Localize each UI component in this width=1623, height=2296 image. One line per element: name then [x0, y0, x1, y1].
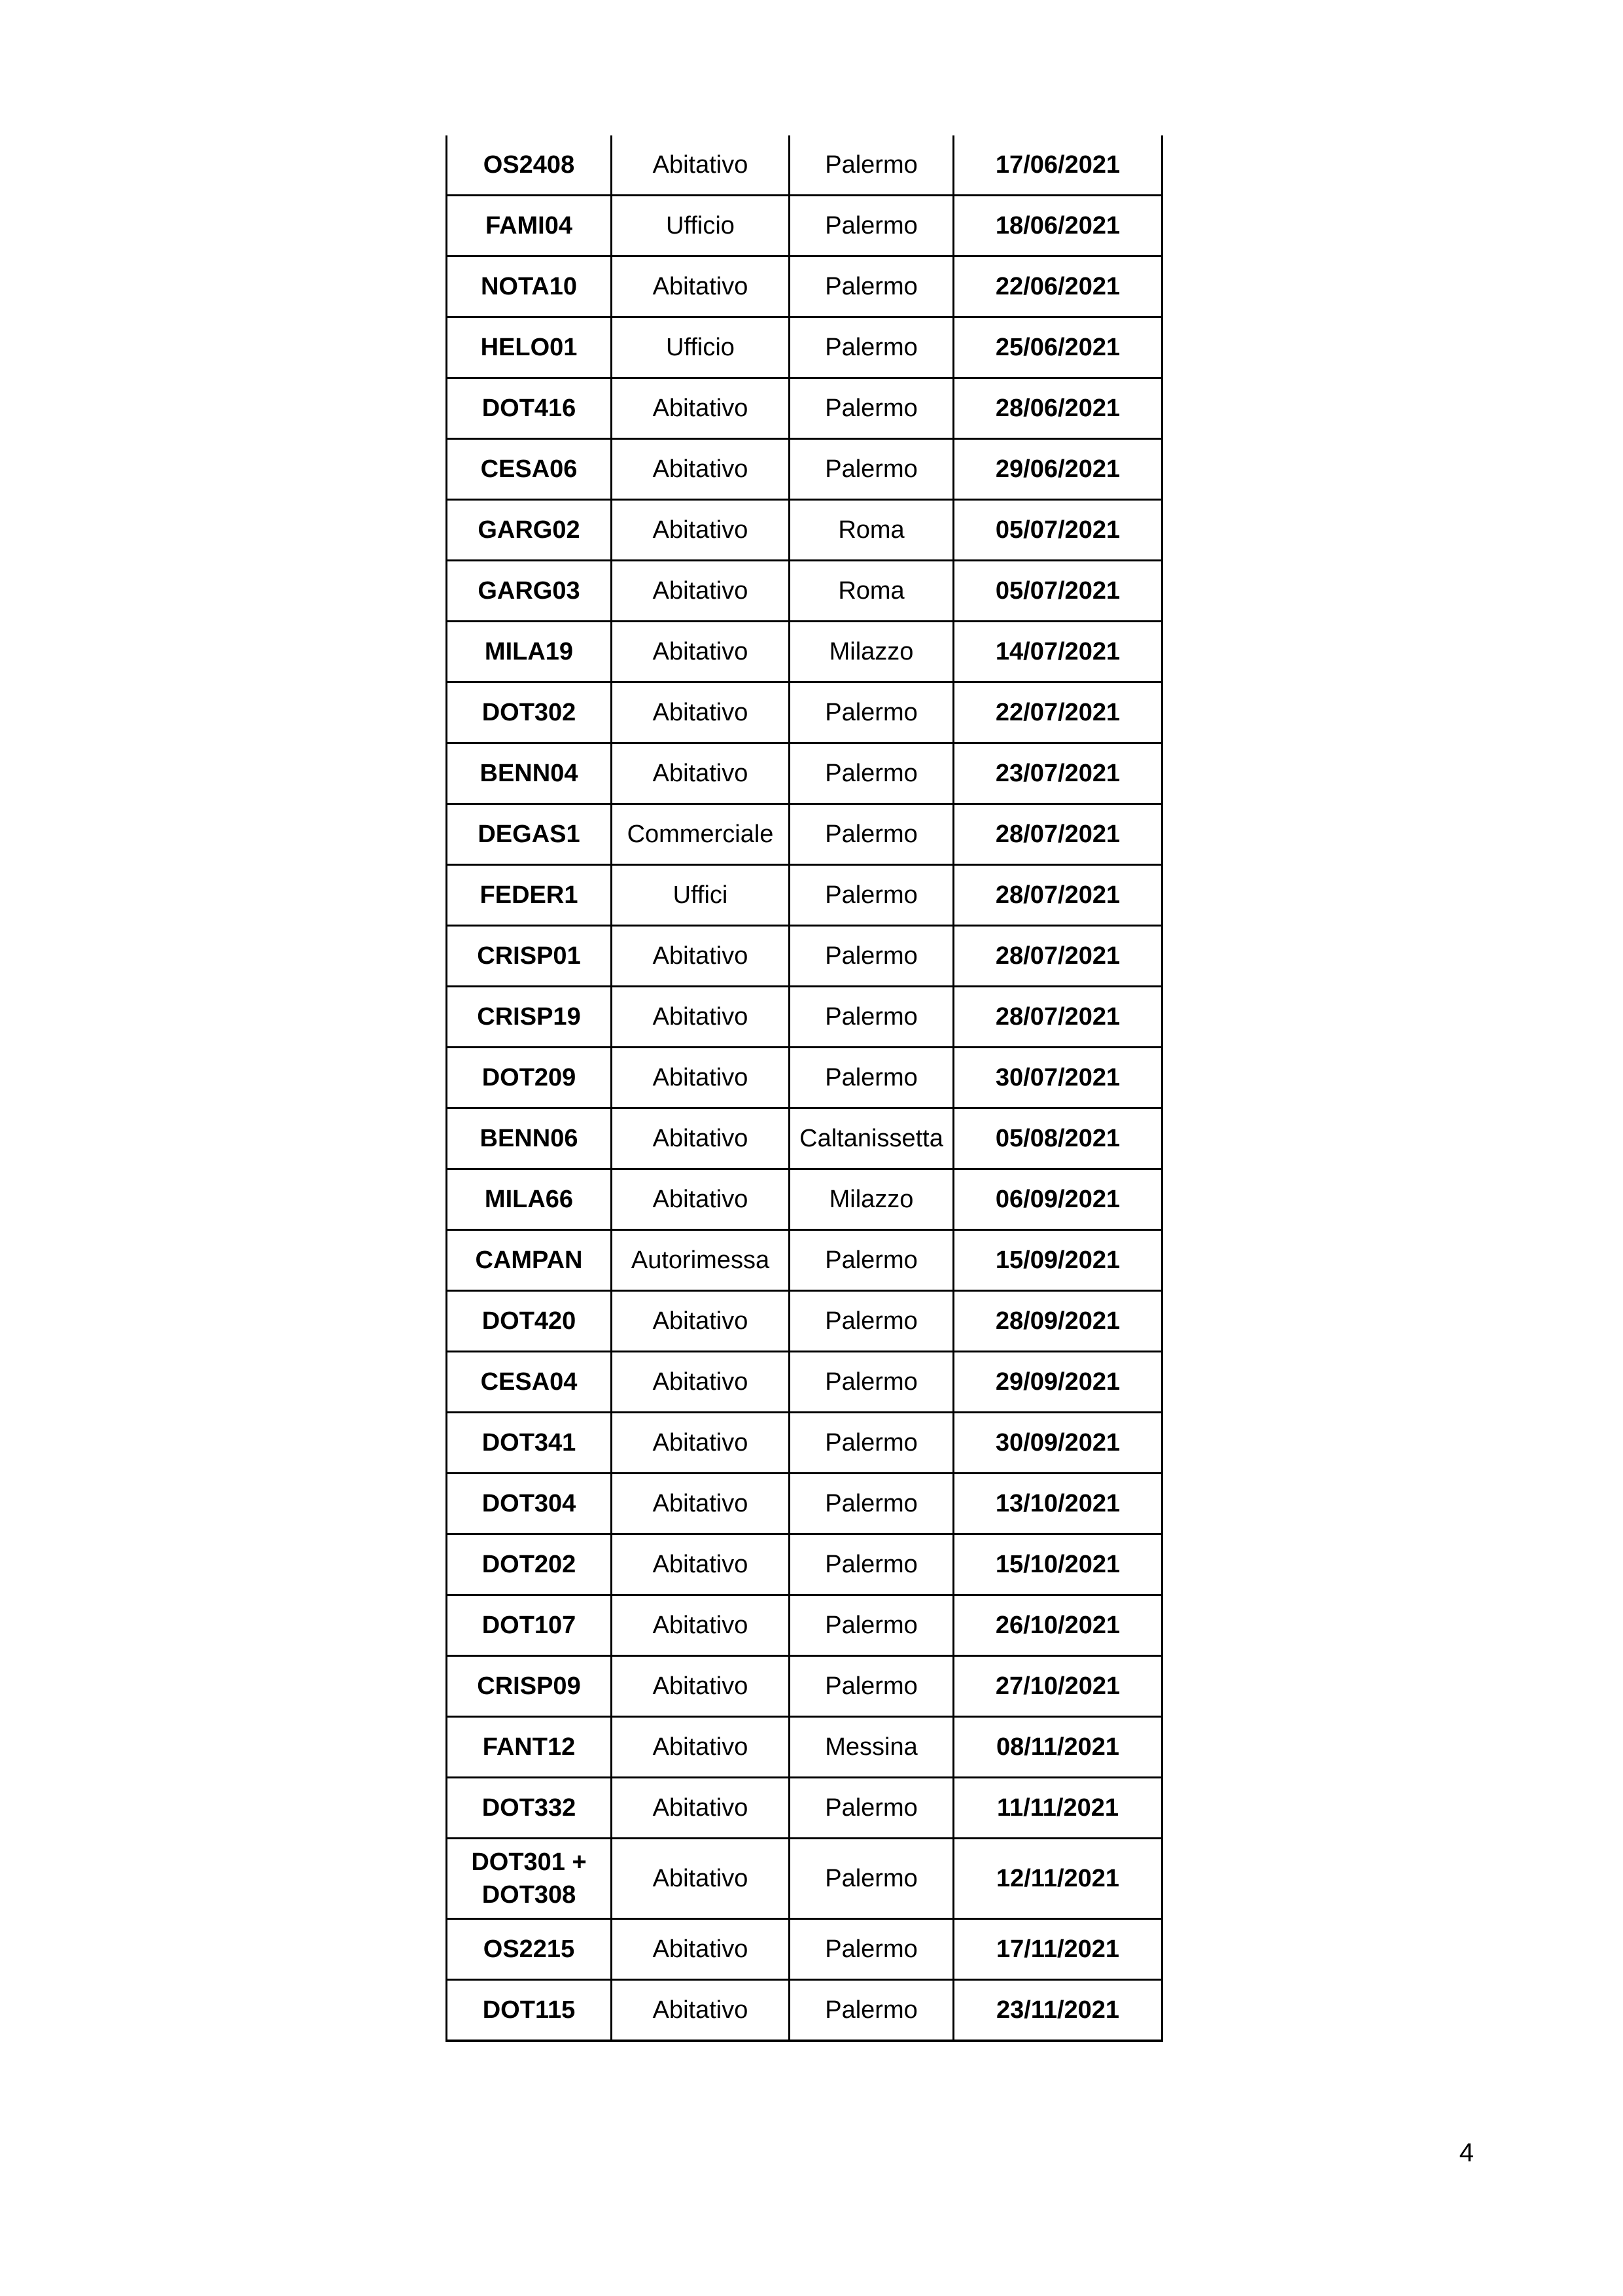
- cell-city: Caltanissetta: [790, 1108, 954, 1169]
- cell-code: DOT107: [447, 1595, 612, 1656]
- cell-code: OS2215: [447, 1919, 612, 1980]
- cell-city: Palermo: [790, 1413, 954, 1474]
- cell-date: 05/08/2021: [954, 1108, 1162, 1169]
- table-row: [447, 439, 1162, 500]
- cell-code: FEDER1: [447, 865, 612, 926]
- cell-city: Palermo: [790, 378, 954, 439]
- cell-city: Milazzo: [790, 1169, 954, 1230]
- cell-type: Ufficio: [612, 317, 790, 378]
- table-row: [447, 1169, 1162, 1230]
- table-row: [447, 1919, 1162, 1980]
- cell-code: DOT202: [447, 1534, 612, 1595]
- cell-code: FANT12: [447, 1717, 612, 1778]
- cell-date: 15/09/2021: [954, 1230, 1162, 1291]
- page-number: 4: [1459, 2138, 1474, 2167]
- cell-type: Abitativo: [612, 1656, 790, 1717]
- cell-code: DOT332: [447, 1778, 612, 1839]
- cell-date: 13/10/2021: [954, 1474, 1162, 1534]
- cell-type: Commerciale: [612, 804, 790, 865]
- cell-city: Palermo: [790, 1291, 954, 1352]
- table-row: [447, 196, 1162, 256]
- cell-code: DOT301 + DOT308: [447, 1839, 612, 1919]
- cell-type: Abitativo: [612, 1291, 790, 1352]
- cell-city: Palermo: [790, 196, 954, 256]
- cell-city: Palermo: [790, 1980, 954, 2041]
- cell-date: 17/06/2021: [954, 135, 1162, 196]
- table-row: [447, 622, 1162, 682]
- cell-city: Palermo: [790, 1778, 954, 1839]
- cell-city: Palermo: [790, 1048, 954, 1108]
- cell-type: Abitativo: [612, 256, 790, 317]
- cell-type: Autorimessa: [612, 1230, 790, 1291]
- cell-date: 28/07/2021: [954, 865, 1162, 926]
- cell-code: HELO01: [447, 317, 612, 378]
- cell-date: 18/06/2021: [954, 196, 1162, 256]
- cell-type: Abitativo: [612, 135, 790, 196]
- cell-code: CRISP09: [447, 1656, 612, 1717]
- cell-city: Palermo: [790, 135, 954, 196]
- table-row: [447, 135, 1162, 196]
- cell-code: DOT209: [447, 1048, 612, 1108]
- cell-code: DOT341: [447, 1413, 612, 1474]
- cell-date: 28/07/2021: [954, 926, 1162, 987]
- cell-type: Abitativo: [612, 1980, 790, 2041]
- cell-code: DOT304: [447, 1474, 612, 1534]
- table-row: [447, 804, 1162, 865]
- cell-code: CESA04: [447, 1352, 612, 1413]
- cell-code: DOT302: [447, 682, 612, 743]
- cell-type: Abitativo: [612, 1595, 790, 1656]
- cell-city: Palermo: [790, 1919, 954, 1980]
- cell-type: Abitativo: [612, 1169, 790, 1230]
- cell-date: 26/10/2021: [954, 1595, 1162, 1656]
- cell-code: OS2408: [447, 135, 612, 196]
- table-row: [447, 256, 1162, 317]
- cell-city: Milazzo: [790, 622, 954, 682]
- property-table-body: [447, 135, 1162, 2041]
- cell-date: 11/11/2021: [954, 1778, 1162, 1839]
- cell-date: 05/07/2021: [954, 500, 1162, 561]
- cell-code: CRISP01: [447, 926, 612, 987]
- cell-type: Abitativo: [612, 439, 790, 500]
- cell-date: 23/11/2021: [954, 1980, 1162, 2041]
- table-row: [447, 1839, 1162, 1919]
- cell-date: 22/07/2021: [954, 682, 1162, 743]
- cell-type: Abitativo: [612, 1778, 790, 1839]
- cell-date: 08/11/2021: [954, 1717, 1162, 1778]
- table-row: [447, 1980, 1162, 2041]
- cell-type: Abitativo: [612, 1352, 790, 1413]
- cell-type: Abitativo: [612, 1534, 790, 1595]
- table-row: [447, 1474, 1162, 1534]
- cell-city: Palermo: [790, 317, 954, 378]
- cell-type: Ufficio: [612, 196, 790, 256]
- cell-code: MILA66: [447, 1169, 612, 1230]
- cell-code: GARG03: [447, 561, 612, 622]
- cell-code: DOT416: [447, 378, 612, 439]
- cell-type: Abitativo: [612, 682, 790, 743]
- cell-type: Abitativo: [612, 500, 790, 561]
- table-row: [447, 561, 1162, 622]
- cell-date: 25/06/2021: [954, 317, 1162, 378]
- cell-city: Palermo: [790, 1656, 954, 1717]
- cell-city: Palermo: [790, 1230, 954, 1291]
- table-row: [447, 682, 1162, 743]
- cell-code: DOT420: [447, 1291, 612, 1352]
- cell-type: Abitativo: [612, 743, 790, 804]
- cell-code: DOT115: [447, 1980, 612, 2041]
- cell-type: Abitativo: [612, 987, 790, 1048]
- cell-code: BENN06: [447, 1108, 612, 1169]
- table-row: [447, 1595, 1162, 1656]
- table-row: [447, 926, 1162, 987]
- cell-city: Palermo: [790, 1534, 954, 1595]
- cell-date: 29/09/2021: [954, 1352, 1162, 1413]
- table-row: [447, 1352, 1162, 1413]
- table-row: [447, 1108, 1162, 1169]
- cell-date: 15/10/2021: [954, 1534, 1162, 1595]
- cell-date: 23/07/2021: [954, 743, 1162, 804]
- table-row: [447, 1656, 1162, 1717]
- cell-date: 17/11/2021: [954, 1919, 1162, 1980]
- cell-type: Abitativo: [612, 378, 790, 439]
- cell-type: Abitativo: [612, 1839, 790, 1919]
- table-row: [447, 1048, 1162, 1108]
- table-row: [447, 743, 1162, 804]
- cell-type: Abitativo: [612, 1919, 790, 1980]
- cell-code: FAMI04: [447, 196, 612, 256]
- cell-city: Roma: [790, 561, 954, 622]
- cell-type: Abitativo: [612, 1474, 790, 1534]
- cell-date: 22/06/2021: [954, 256, 1162, 317]
- cell-type: Abitativo: [612, 1717, 790, 1778]
- cell-type: Abitativo: [612, 1108, 790, 1169]
- table-row: [447, 378, 1162, 439]
- cell-city: Roma: [790, 500, 954, 561]
- cell-city: Palermo: [790, 256, 954, 317]
- table-row: [447, 1230, 1162, 1291]
- cell-type: Abitativo: [612, 561, 790, 622]
- table-row: [447, 1534, 1162, 1595]
- cell-code: BENN04: [447, 743, 612, 804]
- cell-city: Palermo: [790, 743, 954, 804]
- cell-city: Palermo: [790, 1352, 954, 1413]
- cell-date: 27/10/2021: [954, 1656, 1162, 1717]
- cell-date: 28/07/2021: [954, 804, 1162, 865]
- cell-city: Palermo: [790, 1595, 954, 1656]
- cell-date: 29/06/2021: [954, 439, 1162, 500]
- table-row: [447, 1291, 1162, 1352]
- cell-type: Abitativo: [612, 1048, 790, 1108]
- cell-city: Palermo: [790, 926, 954, 987]
- cell-city: Palermo: [790, 1839, 954, 1919]
- table-row: [447, 987, 1162, 1048]
- cell-date: 06/09/2021: [954, 1169, 1162, 1230]
- cell-code: MILA19: [447, 622, 612, 682]
- cell-date: 28/09/2021: [954, 1291, 1162, 1352]
- cell-city: Palermo: [790, 804, 954, 865]
- cell-city: Messina: [790, 1717, 954, 1778]
- cell-code: NOTA10: [447, 256, 612, 317]
- cell-code: CESA06: [447, 439, 612, 500]
- table-row: [447, 1778, 1162, 1839]
- cell-city: Palermo: [790, 865, 954, 926]
- cell-city: Palermo: [790, 987, 954, 1048]
- cell-type: Uffici: [612, 865, 790, 926]
- table-row: [447, 500, 1162, 561]
- cell-city: Palermo: [790, 1474, 954, 1534]
- cell-code: GARG02: [447, 500, 612, 561]
- cell-date: 14/07/2021: [954, 622, 1162, 682]
- cell-date: 28/07/2021: [954, 987, 1162, 1048]
- property-table: [445, 135, 1163, 2042]
- cell-type: Abitativo: [612, 622, 790, 682]
- cell-code: CRISP19: [447, 987, 612, 1048]
- table-row: [447, 317, 1162, 378]
- cell-type: Abitativo: [612, 926, 790, 987]
- cell-city: Palermo: [790, 682, 954, 743]
- cell-date: 05/07/2021: [954, 561, 1162, 622]
- cell-city: Palermo: [790, 439, 954, 500]
- cell-date: 30/07/2021: [954, 1048, 1162, 1108]
- table-row: [447, 1717, 1162, 1778]
- cell-code: CAMPAN: [447, 1230, 612, 1291]
- cell-code: DEGAS1: [447, 804, 612, 865]
- table-row: [447, 1413, 1162, 1474]
- cell-date: 12/11/2021: [954, 1839, 1162, 1919]
- cell-date: 30/09/2021: [954, 1413, 1162, 1474]
- cell-type: Abitativo: [612, 1413, 790, 1474]
- cell-date: 28/06/2021: [954, 378, 1162, 439]
- table-row: [447, 865, 1162, 926]
